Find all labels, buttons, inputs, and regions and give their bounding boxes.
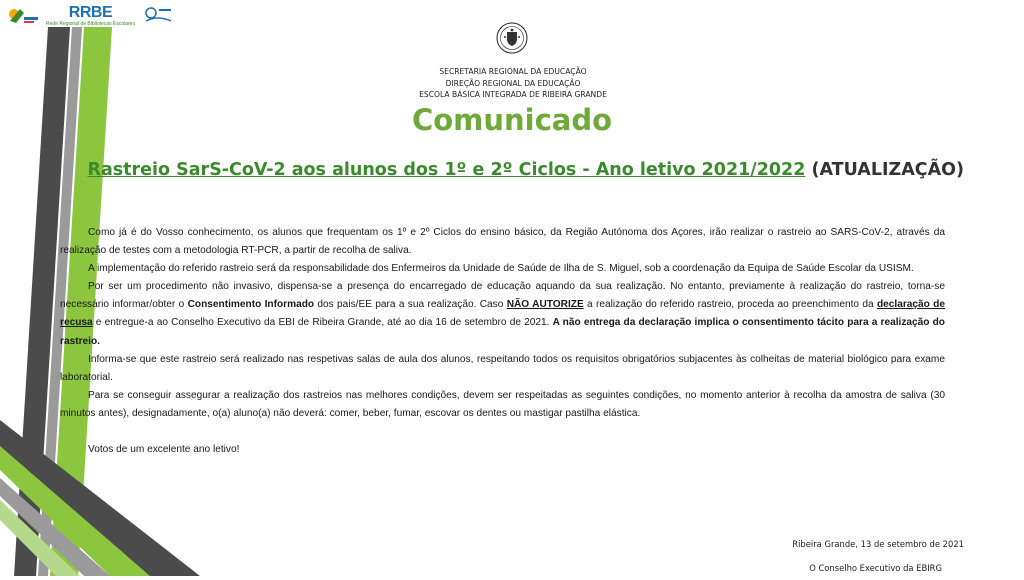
paragraph-3 [60,278,945,350]
p3-tacit-consent: A não entrega da declaração implica o consentimento tácito para a realização do rastreio. [60,317,945,347]
subtitle-main: Rastreio SarS-CoV-2 aos alunos dos 1º e 2º Ciclos - Ano letivo 2021/2022 [87,160,806,180]
rrbe-logo [46,5,135,27]
page-title: Comunicado [411,103,613,137]
notice-subtitle [60,157,964,183]
paragraph-1: Como já é do Vosso conhecimento, os alunos que frequentam os 1º e 2º Ciclos do ensino básico, da Região Autónoma dos Açores, irão realizar o rastreio ao SARS-CoV-2, através da realização de testes com a metodologia RT-PCR, a partir de recolha de saliva. [60,227,945,257]
paragraph-4: Informa-se que este rastreio será realizado nas respetivas salas de aula dos alunos, respeitando todos os requisitos obrigatórios subjacentes às colheitas de material biológico para exame laboratorial. [60,353,945,383]
rrbe-logo-text: RRBE [68,4,113,21]
coat-of-arms-icon [496,22,528,54]
footer-signature: O Conselho Executivo da EBIRG [809,563,942,573]
p3-not-authorize: NÃO AUTORIZE [506,299,584,311]
p3-text-g: e entregue-a ao Conselho Executivo da EBI de Ribeira Grande, até ao dia 16 de setembro de 2021. [92,317,553,329]
logo-bar [6,4,175,28]
notice-footer [664,532,964,580]
p3-refusal-declaration: declaração de recusa [60,299,945,329]
paragraph-2: A implementação do referido rastreio será da responsabilidade dos Enfermeiros da Unidade de Saúde de Ilha de S. Miguel, sob a coordenação da Equipa de Saúde Escolar da USISM. [88,263,914,275]
header-line-1: SECRETARIA REGIONAL DA EDUCAÇÃO [439,67,587,76]
school-logo-icon [6,5,40,27]
rrbe-logo-subtext: Rede Regional de Bibliotecas Escolares [46,21,135,27]
subtitle-tag: (ATUALIZAÇÃO) [811,160,964,180]
paragraph-6: Votos de um excelente ano letivo! [88,444,240,456]
notice-body [60,224,945,459]
header-line-2: DIREÇÃO REGIONAL DA EDUCAÇÃO [445,78,581,88]
footer-date: Ribeira Grande, 13 de setembro de 2021 [792,539,964,549]
paragraph-5: Para se conseguir assegurar a realização dos rastreios nas melhores condições, devem ser respeitadas as seguintes condições, no momento anterior à recolha da amostra de saliva (30 minutos antes), designadamente, o(a) aluno(a) não deverá: comer, beber, fumar, escovar os dentes ou mastigar pastilha elástica. [60,389,945,419]
partner-logo-icon [141,5,175,27]
p3-text-a: Por ser um procedimento não invasivo, dispensa-se a presença do encarregado de educação aquando da sua realização. No entanto, previamente à realização do rastreio, torna-se necessário informar/obter o [60,281,945,311]
p3-text-e: a realização do referido rastreio, proceda ao preenchimento da [583,299,877,311]
paragraph-gap [60,423,945,441]
institution-header [360,66,666,101]
p3-text-c: dos pais/EE para a sua realização. Caso [314,299,507,311]
header-line-3: ESCOLA BÁSICA INTEGRADA DE RIBEIRA GRANDE [419,90,607,99]
p3-consent-bold: Consentimento Informado [187,299,315,311]
